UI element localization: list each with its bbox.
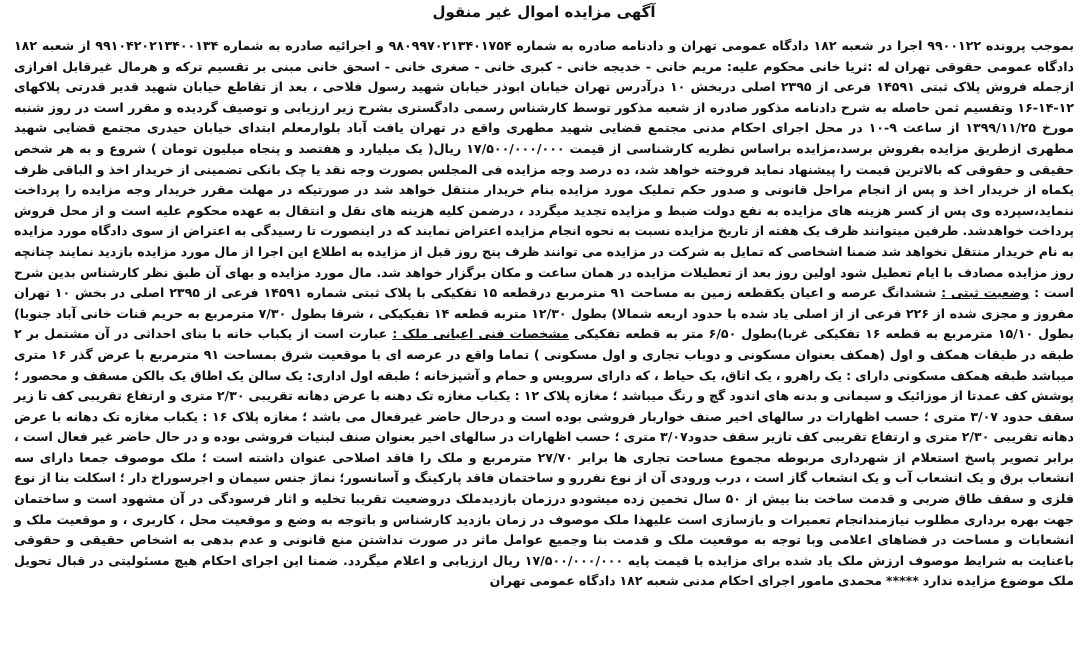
technical-specs-text: عبارت است از یکباب خانه با بنای احداثی در آن مشتمل بر ۲ طبقه در طبقات همکف و اول (همکف بعنوان مسکونی و دوباب تجاری و اول مسکونی ) تماما واقع در عرصه ای با موقعیت شرق بمساحت ۹۱ مترمربع با عرض گذر ۱۶ متری میباشد طبقه همکف مسکونی دارای : یک راهرو ، یک اتاق، یک حیاط ، که دارای سرویس و حمام و آشپزخانه ؛ طبقه اول اداری: یک سالن یک اطاق یک بالکن مسقف و محصور ؛ پوشش کف عمدتا از موزائیک و سیمانی و بدنه های اندود گچ و رنگ میباشد ؛ مغازه پلاک ۱۲ : یکباب مغازه تک دهنه با عرض دهانه تقریبی ۲/۳۰ متری و ارتفاع تقریبی کف تا زیر سقف حدود ۳/۰۷ متری ؛ حسب اظهارات در سالهای اخیر صنف خواربار فروشی بوده است و درحال حاضر غیرفعال می باشد ؛ مغازه پلاک ۱۶ : یکباب مغازه تک دهانه با عرض دهانه تقریبی ۲/۳۰ متری و ارتفاع تقریبی کف تازیر سقف حدود۳/۰۷ متری ؛ حسب اظهارات در سالهای اخیر بعنوان صنف لبنیات فروشی بوده و در حال حاضر غیر فعال است ، برابر تصویر پاسخ استعلام از شهرداری مربوطه مجموع مساحت تجاری ها برابر ۲۷/۷۰ مترمربع و ملک را فاقد اصلاحی عنوان داشته است ؛ ملک موصوف جمعا دارای سه انشعاب برق و یک انشعاب آب و یک انشعاب گاز است ، درب ورودی آن از نوع نفررو و ساختمان فاقد پارکینگ و آسانسور؛ نماژ جنس سیمان و اجرسوراخ دار ؛ اسکلت بنا از نوع فلزی و سقف طاق ضربی و قدمت ساخت بنا بیش از ۵۰ سال تخمین زده میشودو درزمان بازدیدملک دروضعیت تقریبا تخلیه و اثار فرسودگی در آن مشهود است و ساختمان جهت بهره برداری مطلوب نیازمندانجام تعمیرات و بازسازی است علیهذا ملک موصوف در زمان بازدید کارشناس و باتوجه به وضع و موقعیت محل ، کاربری ، و موقعیت ملک و انشعابات و مساحت در فضاهای اعلامی وبا توجه به موقعیت ملک و قدمت بنا وجمیع عوامل ماثر در صورت نداشتن منع قانونی و عدم بدهی به اشخاص حقیقی و حقوقی باعنایت به شرایط موصوف ارزش ملک یاد شده برای مزایده با قیمت پایه ۱۷/۵۰۰/۰۰۰/۰۰۰ ریال ارزیابی و اعلام میگردد. ضمنا این اجرای احکام هیچ مسئولیتی در قبال تحویل ملک موضوع مزایده ندارد ***** محمدی مامور اجرای احکام مدنی شعبه ۱۸۲ دادگاه عمومی تهران	[14, 326, 1075, 589]
notice-intro: بموجب پرونده ۹۹۰۰۱۲۲ اجرا در شعبه ۱۸۲ دادگاه عمومی تهران و دادنامه صادره به شماره ۹۸۰۹۹۷۰۲۱۳۴۰۱۷۵۴ و اجرائیه صادره به شماره ۹۹۱۰۴۲۰۲۱۳۴۰۰۱۳۴ از شعبه ۱۸۲ دادگاه عمومی حقوقی تهران له :ثریا خانی محکوم علیه: مریم خانی - خدیجه خانی - کبری خانی - صغری خانی - اسحق خانی مبنی بر تقسیم ترکه و هرمال غیرقابل افرازی ازجمله فروش پلاک ثبتی ۱۴۵۹۱ فرعی از ۲۳۹۵ اصلی دربخش ۱۰ درآدرس تهران خیابان ابوذر خیابان شهید رسول فلاحی ، بعد از تقاطع خیابان شهید قدیر قدرتی پلاکهای ۱۲-۱۴-۱۶ وتقسیم ثمن حاصله به شرح دادنامه مذکور صادره از شعبه مذکور توسط کارشناس رسمی دادگستری بشرح زیر ارزیابی و توصیف گردیده و مقرر است در روز شنبه مورخ ۱۳۹۹/۱۱/۲۵ از ساعت ۹-۱۰ در محل اجرای احکام مدنی مجتمع قضایی شهید مطهری واقع در تهران یافت آباد بلوارمعلم ابتدای خیابان حیدری مجتمع قضایی شهید مطهری ازطریق مزایده بفروش برسد،مزایده براساس نظریه کارشناسی از قیمت ۱۷/۵۰۰/۰۰۰/۰۰۰ ریال( یک میلیارد و هفتصد و پنجاه میلیون تومان ) شروع و به هر شخص حقیقی و حقوقی که بالاترین قیمت را پیشنهاد نماید فروخته خواهد شد، ده درصد وجه مزایده فی المجلس بصورت وجه نقد یا چک بانکی تضمینی از خریدار اخذ و الباقی ظرف یکماه از خریدار اخذ و پس از انجام مراحل قانونی و صدور حکم تملیک مورد مزایده بنام خریدار منتقل خواهد شد در صورتیکه در مهلت مقرر خریدار وجه مزایده را پرداخت ننماید،سپرده وی پس از کسر هزینه های مزایده به نفع دولت ضبط و مزایده تجدید میگردد ، درضمن کلیه هزینه های نقل و انتقال به عهده محکوم علیه است و از محل فروش پرداخت خواهدشد. طرفین میتوانند ظرف یک هفته از تاریخ مزایده نسبت به نحوه انجام مزایده اعتراض نمایند که در اینصورت تا رسیدگی به اعتراض از سوی دادگاه مورد مزایده به نام خریدار منتقل نخواهد شد ضمنا اشخاصی که تمایل به شرکت در مزایده می توانند ظرف پنج روز قبل از مزایده به اطلاع این اجرا از مال مورد مزایده بازدید نمایند چنانچه روز مزایده مصادف با ایام تعطیل شود اولین روز بعد از تعطیلات مزایده در همان ساعت و مکان برگزار خواهد شد. مال مورد مزایده و بهای آن طبق نظر کارشناس بدین شرح است :	[14, 38, 1075, 301]
notice-title: آگهی مزایده اموال غیر منقول	[432, 3, 656, 21]
registration-status-text: ششدانگ عرصه و اعیان یکقطعه زمین به مساحت ۹۱ مترمربع درقطعه ۱۵ تفکیکی با پلاک ثبتی شماره ۱۴۵۹۱ فرعی از ۲۳۹۵ اصلی در بخش ۱۰ تهران مفروز و مجزی شده از ۲۲۶ فرعی از از اصلی یاد شده با حدود اربعه شمالا) بطول ۱۲/۳۰ متربه قطعه ۱۴ تفیکیکی ، شرقا بطول ۷/۳۰ مترمربع به حریم قنات خانی آباد جنوبا) بطول ۱۵/۱۰ مترمربع به قطعه ۱۶ تفکیکی غربا)بطول ۶/۵۰ متر به قطعه تفکیکی	[14, 285, 1074, 342]
registration-status-heading: وضعیت ثبتی :	[941, 285, 1030, 301]
notice-body	[14, 36, 1074, 592]
technical-specs-heading: مشخصات فنی اعیانی ملک :	[392, 326, 569, 342]
